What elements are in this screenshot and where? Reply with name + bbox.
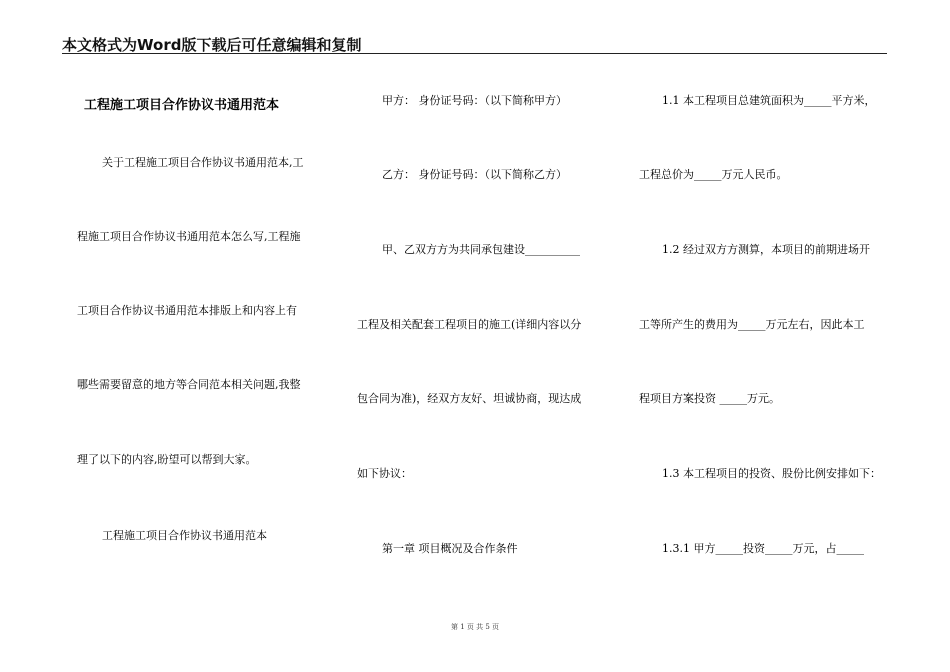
clause-line: 1.3 本工程项目的投资、股份比例安排如下： bbox=[662, 467, 881, 480]
document-header-banner: 本文格式为Word版下载后可任意编辑和复制 bbox=[62, 36, 362, 54]
party-a-line: 甲方： 身份证号码：（以下简称甲方） bbox=[382, 94, 567, 107]
header-divider bbox=[62, 53, 887, 54]
clause-line: 工等所产生的费用为_____万元左右，因此本工 bbox=[639, 318, 865, 331]
clause-line: 程项目方案投资 _____万元。 bbox=[639, 392, 780, 405]
document-title: 工程施工项目合作协议书通用范本 bbox=[84, 98, 280, 113]
paragraph-line: 理了以下的内容,盼望可以帮到大家。 bbox=[77, 453, 257, 466]
party-b-line: 乙方： 身份证号码：（以下简称乙方） bbox=[382, 168, 567, 181]
page-number-footer: 第 1 页 共 5 页 bbox=[450, 623, 500, 631]
clause-line: 1.1 本工程项目总建筑面积为_____平方米， bbox=[662, 94, 876, 107]
clause-line: 1.2 经过双方方测算，本项目的前期进场开 bbox=[662, 243, 870, 256]
chapter-heading: 第一章 项目概况及合作条件 bbox=[382, 542, 518, 555]
section-heading: 工程施工项目合作协议书通用范本 bbox=[102, 529, 267, 542]
paragraph-line: 如下协议： bbox=[357, 467, 412, 480]
paragraph-line: 哪些需要留意的地方等合同范本相关问题,我整 bbox=[77, 378, 301, 391]
paragraph-line: 包合同为准)，经双方友好、坦诚协商，现达成 bbox=[357, 392, 582, 405]
paragraph-line: 程施工项目合作协议书通用范本怎么写,工程施 bbox=[77, 230, 301, 243]
paragraph-line: 工程及相关配套工程项目的施工(详细内容以分 bbox=[357, 318, 582, 331]
clause-line: 1.3.1 甲方_____投资_____万元，占_____ bbox=[662, 542, 864, 555]
paragraph-line: 关于工程施工项目合作协议书通用范本,工 bbox=[102, 156, 304, 169]
clause-line: 工程总价为_____万元人民币。 bbox=[639, 168, 788, 181]
paragraph-line: 甲、乙双方方为共同承包建设__________ bbox=[382, 243, 580, 256]
paragraph-line: 工项目合作协议书通用范本排版上和内容上有 bbox=[77, 304, 297, 317]
